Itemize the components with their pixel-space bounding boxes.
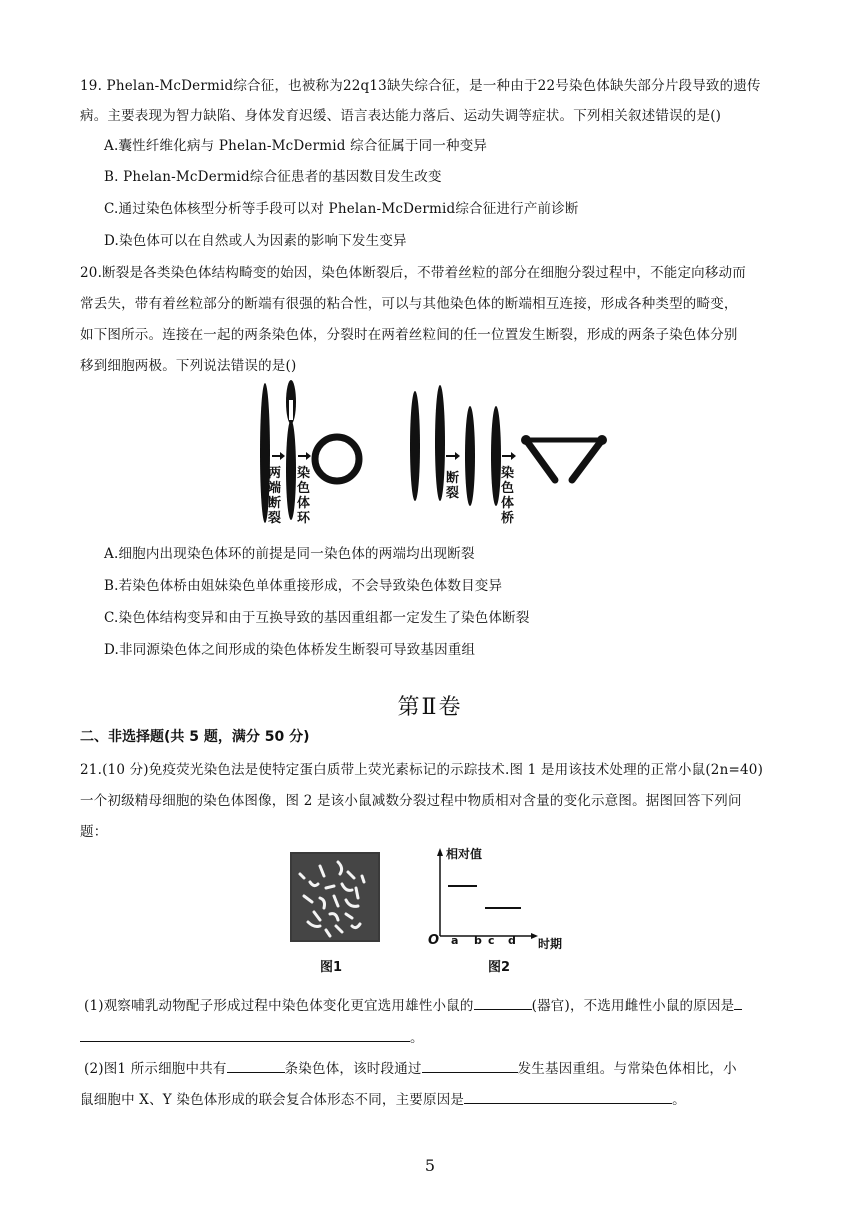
q20-stem-line4: 移到细胞两极。下列说法错误的是() — [80, 358, 297, 374]
q21-sub2-line1 — [84, 1055, 784, 1083]
q21-stem-line2: 一个初级精母细胞的染色体图像，图 2 是该小鼠减数分裂过程中物质相对含量的变化示意图。据图回答下列问 — [80, 793, 742, 809]
figure-label-two-end-break-4: 裂 — [268, 511, 282, 526]
figure-label-break-1: 断 — [446, 471, 460, 486]
q21-sub2-end: 。 — [672, 1092, 686, 1108]
figure-label-ring-2: 色 — [297, 481, 311, 496]
q19-stem-line1: 19. Phelan-McDermid综合征，也被称为22q13缺失综合征，是一种由于22号染色体缺失部分片段导致的遗传 — [80, 78, 761, 94]
q21-sub2-text-c: 发生基因重组。与常染色体相比，小 — [517, 1061, 737, 1077]
chromosome-ring — [315, 437, 359, 481]
answer-blank-reason[interactable] — [80, 1027, 410, 1042]
q19-option-b: B. Phelan-McDermid综合征患者的基因数目发生改变 — [104, 169, 442, 185]
answer-blank-reason-start[interactable] — [734, 995, 742, 1010]
figure-label-bridge-3: 体 — [501, 496, 515, 511]
q21-sub1-text-b: (器官)，不选用雌性小鼠的原因是 — [531, 998, 735, 1014]
q21-sub1-line1 — [84, 992, 784, 1020]
y-axis-label: 相对值 — [446, 847, 483, 861]
q20-option-d: D.非同源染色体之间形成的染色体桥发生断裂可导致基因重组 — [104, 642, 476, 658]
figure-label-two-end-break-2: 端 — [268, 481, 282, 496]
q19-option-a: A.囊性纤维化病与 Phelan-McDermid 综合征属于同一种变异 — [104, 138, 488, 154]
origin-label: O — [428, 933, 440, 948]
figure1-caption: 图1 — [320, 960, 343, 975]
figure-label-bridge-1: 染 — [501, 466, 515, 481]
figure-label-ring-1: 染 — [297, 466, 311, 481]
answer-blank-chromosome-count[interactable] — [227, 1058, 285, 1073]
figure-label-two-end-break-1: 两 — [268, 466, 282, 481]
q21-sub1-end: 。 — [410, 1030, 424, 1046]
figure-label-bridge-2: 色 — [501, 481, 515, 496]
answer-blank-recombination[interactable] — [422, 1058, 518, 1073]
chromosome-rod — [465, 406, 475, 506]
q21-sub2-line2 — [80, 1086, 780, 1114]
q20-stem-line2: 常丢失，带有着丝粒部分的断端有很强的粘合性，可以与其他染色体的断端相互连接，形成各种类型的畸变， — [80, 296, 738, 312]
tick-a: a — [451, 934, 459, 947]
tick-b: b — [474, 934, 482, 947]
q21-sub2-text-a: (2)图1 所示细胞中共有 — [84, 1061, 227, 1077]
tick-c: c — [488, 934, 495, 947]
tick-d: d — [508, 934, 516, 947]
page-number: 5 — [424, 1156, 436, 1175]
answer-blank-organ[interactable] — [474, 995, 532, 1010]
chromosome-rod-lower — [286, 420, 296, 520]
answer-blank-main-reason[interactable] — [464, 1089, 672, 1104]
figure2-caption: 图2 — [488, 960, 511, 975]
figure1-micrograph — [290, 852, 380, 952]
section-heading: 二、非选择题(共 5 题，满分 50 分) — [80, 729, 310, 745]
section-title: 第Ⅱ卷 — [397, 695, 463, 720]
q20-option-c: C.染色体结构变异和由于互换导致的基因重组都一定发生了染色体断裂 — [104, 610, 530, 626]
figure-label-two-end-break-3: 断 — [268, 496, 282, 511]
q20-stem-line3: 如下图所示。连接在一起的两条染色体，分裂时在两着丝粒间的任一位置发生断裂，形成的两条子染色体分别 — [80, 327, 738, 343]
figure-label-break-2: 裂 — [446, 486, 460, 501]
q21-sub2-text-b: 条染色体，该时段通过 — [284, 1061, 422, 1077]
q19-option-c: C.通过染色体核型分析等手段可以对 Phelan-McDermid综合征进行产前诊断 — [104, 201, 579, 217]
q20-option-a: A.细胞内出现染色体环的前提是同一染色体的两端均出现断裂 — [104, 546, 475, 562]
figure-label-bridge-4: 桥 — [501, 511, 515, 526]
chromosome-rod — [410, 391, 420, 501]
q21-sub2-text-d: 鼠细胞中 X、Y 染色体形成的联会复合体形态不同，主要原因是 — [80, 1092, 465, 1108]
q20-option-b: B.若染色体桥由姐妹染色单体重接形成，不会导致染色体数目变异 — [104, 578, 503, 594]
chromosome-rod — [435, 385, 445, 501]
x-axis-label: 时期 — [538, 937, 563, 950]
q21-stem-line1: 21.(10 分)免疫荧光染色法是使特定蛋白质带上荧光素标记的示踪技术.图 1 是用该技术处理的正常小鼠(2n=40) — [80, 762, 764, 778]
q21-sub1-line2 — [80, 1024, 780, 1052]
chromosome-bridge — [521, 435, 607, 480]
q19-stem-line2: 病。主要表现为智力缺陷、身体发育迟缓、语言表达能力落后、运动失调等症状。下列相关叙述错误的是() — [80, 108, 722, 124]
chromosome-aberration-figure — [250, 378, 620, 528]
q20-stem-line1: 20.断裂是各类染色体结构畸变的始因，染色体断裂后，不带着丝粒的部分在细胞分裂过程中，不能定向移动而 — [80, 265, 746, 281]
figure2-graph — [428, 846, 578, 950]
q19-option-d: D.染色体可以在自然或人为因素的影响下发生变异 — [104, 233, 407, 249]
chromosome-rod — [491, 406, 501, 506]
q21-stem-line3: 题： — [80, 824, 108, 840]
figure-label-ring-4: 环 — [297, 511, 311, 526]
figure-label-ring-3: 体 — [297, 496, 311, 511]
q21-sub1-text-a: (1)观察哺乳动物配子形成过程中染色体变化更宜选用雄性小鼠的 — [84, 998, 474, 1014]
